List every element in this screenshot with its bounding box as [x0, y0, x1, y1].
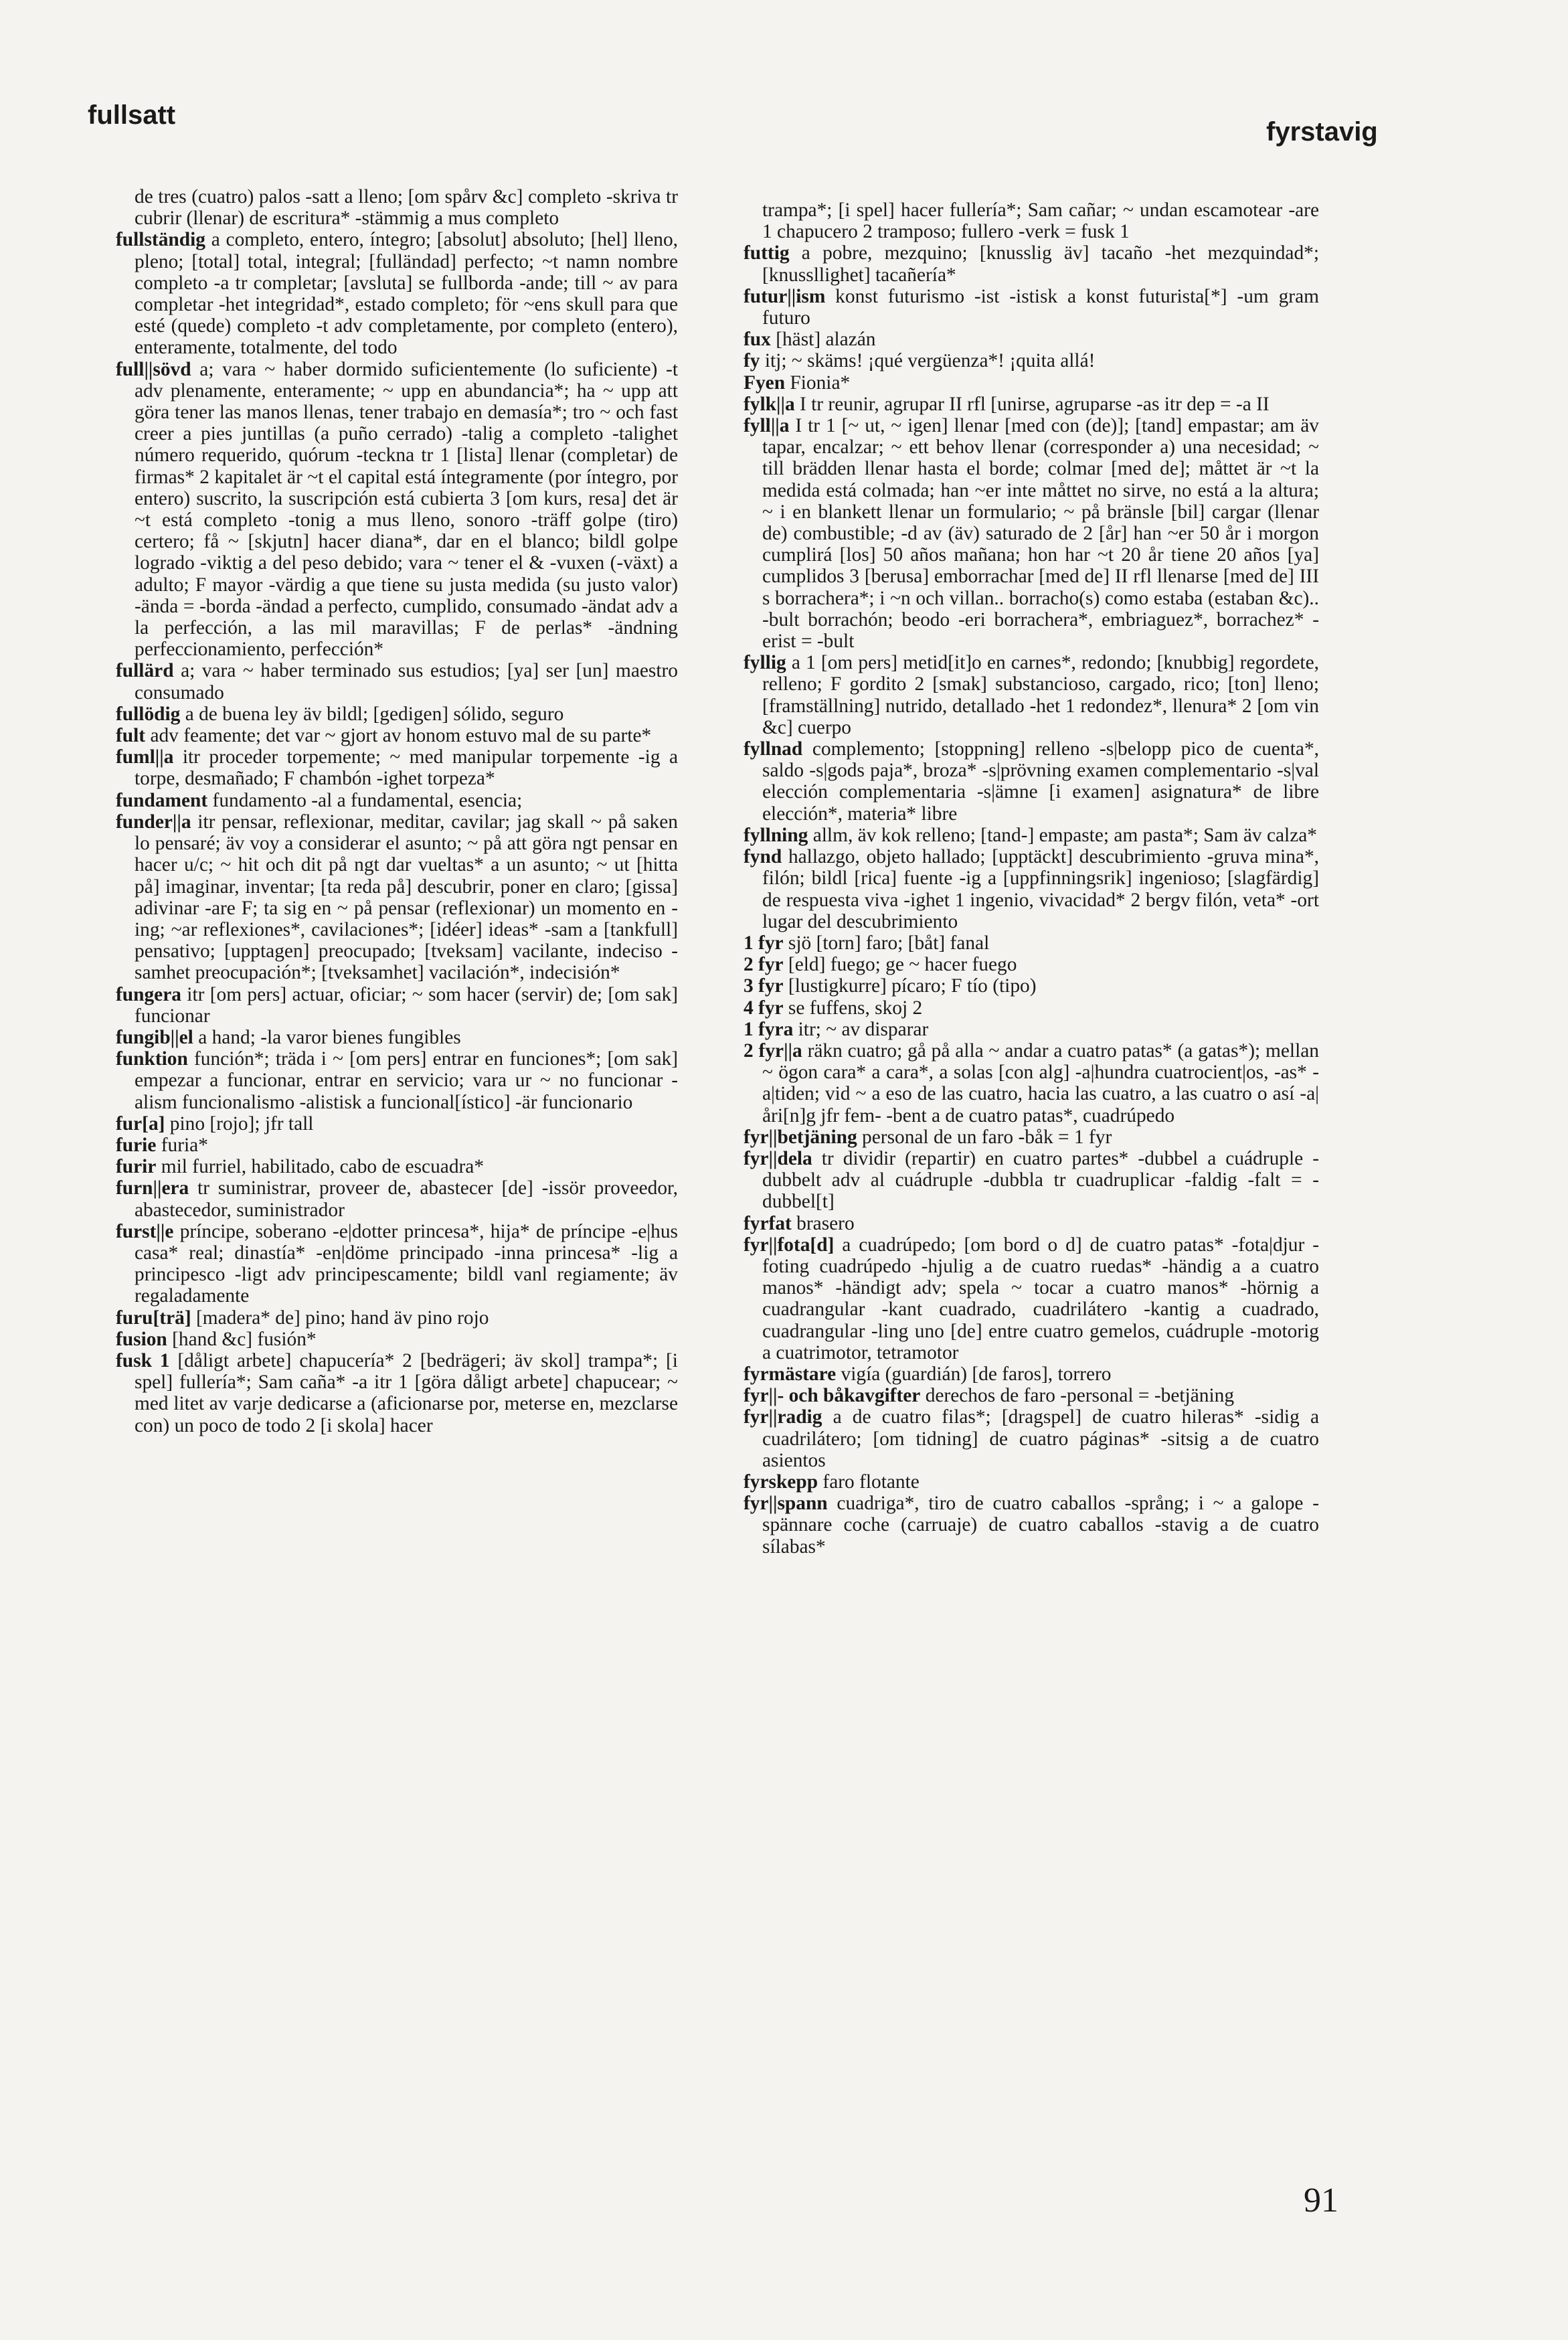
entry-definition: función*; träda i ~ [om pers] entrar en funciones*; [om sak] empezar a funcionar, entrar en servicio; vara ur ~ no funcionar -alism funcionalismo -alistisk a funcional[ístico] -är funcionario [135, 1048, 678, 1113]
dictionary-entry [744, 1471, 1319, 1493]
entry-definition: a de cuatro filas*; [dragspel] de cuatro hileras* -sidig a cuadrilátero; [om tidning] de cuatro páginas* -sitsig a de cuatro asientos [762, 1406, 1319, 1471]
dictionary-entry [116, 1177, 678, 1220]
entry-headword: Fyen [744, 371, 786, 394]
entry-definition: furia* [156, 1134, 208, 1156]
dictionary-entry [744, 1148, 1319, 1213]
entry-headword: fylk||a [744, 393, 795, 415]
dictionary-entry [744, 1363, 1319, 1385]
dictionary-entry [744, 997, 1319, 1019]
entry-headword: fult [116, 725, 146, 747]
dictionary-entry [116, 703, 678, 725]
dictionary-entry [116, 1350, 678, 1436]
dictionary-entry [744, 738, 1319, 825]
entry-definition: I tr 1 [~ ut, ~ igen] llenar [med con (de)]; [tand] empastar; am äv tapar, encalzar; ~ ett behov llenar (corresponder a) una necesidad; ~ till brädden llenar hasta el borde; colmar [med de]; måttet är ~t la medida está colmada; han ~er inte måttet no sirve, no está a la altura; ~ i en blankett llenar un formulario; ~ på bränsle [bil] cargar (llenar de) combustible; -d av (äv) saturado de 2 [år] han ~er 50 år i morgon cumplirá [los] 50 años mañana; hon har ~t 20 år tiene 20 años [ya] cumplidos 3 [berusa] emborrachar [med de] II rfl llenarse [med de] III s borrachera*; i ~n och villan.. borracho(s) como estaba (estaban &c).. -bult borrachón; beodo -eri borrachera*, embriaguez*, borrachez* -erist = -bult [762, 415, 1319, 653]
entry-definition: tr suministrar, proveer de, abastecer [de] -issör proveedor, abastecedor, suministrador [135, 1177, 678, 1221]
entry-definition: [dåligt arbete] chapucería* 2 [bedrägeri; äv skol] trampa*; [i spel] fullería*; Sam caña* -a itr 1 [göra dåligt arbete] chapucear; ~ med litet av varje dedicarse a (aficionarse por, meterse en, mezclarse con) un poco de todo 2 [i skola] hacer [135, 1349, 678, 1436]
dictionary-entry [744, 329, 1319, 350]
entry-definition: adv feamente; det var ~ gjort av honom estuvo mal de su parte* [145, 725, 652, 747]
dictionary-entry [744, 350, 1319, 371]
entry-headword: fuml||a [116, 746, 174, 768]
entry-definition: a 1 [om pers] metid[it]o en carnes*, redondo; [knubbig] regordete, relleno; F gordito 2 [smak] substancioso, cargado, rico; [ton] lleno; [framställning] nutrido, detallado -het 1 redondez*, llenura* 2 [om vin &c] cuerpo [762, 652, 1319, 738]
entry-definition: personal de un faro -båk = 1 fyr [857, 1126, 1112, 1148]
dictionary-entry [744, 846, 1319, 932]
dictionary-entry [744, 954, 1319, 975]
entry-headword: futur||ism [744, 285, 826, 307]
entry-definition: [hand &c] fusión* [167, 1328, 317, 1350]
entry-definition: trampa*; [i spel] hacer fullería*; Sam cañar; ~ undan escamotear -are 1 chapucero 2 tramposo; fullero -verk = fusk 1 [762, 199, 1319, 243]
entry-headword: fyll||a [744, 415, 790, 437]
entry-headword: fur[a] [116, 1112, 165, 1135]
entry-headword: furir [116, 1156, 157, 1178]
entry-definition: fundamento -al a fundamental, esencia; [207, 789, 523, 811]
entry-definition: brasero [791, 1212, 855, 1234]
dictionary-entry [116, 725, 678, 746]
entry-definition: pino [rojo]; jfr tall [165, 1112, 314, 1135]
entry-headword: fundament [116, 789, 208, 811]
entry-headword: furst||e [116, 1220, 174, 1242]
dictionary-entry [744, 1406, 1319, 1471]
dictionary-entry [744, 415, 1319, 652]
entry-headword: furie [116, 1134, 157, 1156]
entry-definition: a; vara ~ haber terminado sus estudios; [ya] ser [un] maestro consumado [135, 660, 678, 703]
entry-headword: fyrmästare [744, 1363, 837, 1385]
entry-definition: Fionia* [785, 371, 851, 394]
dictionary-entry [116, 1135, 678, 1156]
entry-headword: fynd [744, 846, 782, 868]
dictionary-entry [116, 811, 678, 984]
entry-headword: 1 fyr [744, 932, 784, 954]
entry-definition: sjö [torn] faro; [båt] fanal [783, 932, 990, 954]
entry-definition: allm, äv kok relleno; [tand-] empaste; am pasta*; Sam äv calza* [808, 824, 1317, 846]
entry-definition: mil furriel, habilitado, cabo de escuadra* [156, 1156, 485, 1178]
running-head-left: fullsatt [88, 100, 176, 130]
dictionary-entry [744, 372, 1319, 394]
entry-definition: konst futurismo -ist -istisk a konst futurista[*] -um gram futuro [762, 285, 1319, 329]
dictionary-entry [116, 1221, 678, 1307]
dictionary-entry [116, 1307, 678, 1329]
entry-headword: funktion [116, 1048, 188, 1070]
dictionary-entry [116, 1113, 678, 1135]
entry-headword: 2 fyr||a [744, 1039, 802, 1062]
dictionary-entry [744, 1493, 1319, 1558]
left-column [116, 186, 678, 1436]
entry-headword: fy [744, 350, 760, 372]
entry-definition: [lustigkurre] pícaro; F tío (tipo) [783, 975, 1037, 997]
entry-definition: derechos de faro -personal = -betjäning [920, 1385, 1235, 1407]
entry-headword: furn||era [116, 1177, 189, 1199]
entry-definition: vigía (guardián) [de faros], torrero [836, 1363, 1112, 1385]
dictionary-entry [744, 825, 1319, 846]
entry-headword: fusion [116, 1328, 167, 1350]
entry-headword: 3 fyr [744, 975, 784, 997]
entry-definition: [häst] alazán [770, 329, 876, 351]
entry-definition: a completo, entero, íntegro; [absolut] absoluto; [hel] lleno, pleno; [total] total, integral; [fulländad] perfecto; ~t namn nombre completo -a tr completar; [avsluta] se fullborda -ande; till ~ av para completar -het integridad*, estado completo; för ~ens skull para que esté (quede) completo -t adv completamente, por completo (entero), enteramente, totalmente, del todo [135, 229, 678, 359]
entry-definition: [eld] fuego; ge ~ hacer fuego [783, 954, 1017, 976]
right-column [744, 199, 1319, 1558]
page-number: 91 [1304, 2181, 1338, 2220]
entry-headword: fyr||radig [744, 1406, 822, 1428]
entry-headword: fyr||spann [744, 1493, 828, 1515]
dictionary-entry [116, 984, 678, 1027]
entry-definition: a de buena ley äv bildl; [gedigen] sólido, seguro [180, 703, 564, 725]
entry-definition: [madera* de] pino; hand äv pino rojo [191, 1307, 489, 1329]
dictionary-entry [744, 242, 1319, 285]
entry-headword: fyr||fota[d] [744, 1234, 835, 1256]
entry-definition: itr proceder torpemente; ~ med manipular torpemente -ig a torpe, desmañado; F chambón -ighet torpeza* [135, 746, 678, 790]
entry-headword: futtig [744, 242, 790, 264]
dictionary-entry [116, 1156, 678, 1177]
dictionary-entry [744, 1019, 1319, 1040]
dictionary-entry [744, 1385, 1319, 1406]
entry-headword: funder||a [116, 811, 191, 833]
entry-headword: 4 fyr [744, 997, 784, 1019]
entry-headword: fyr||dela [744, 1147, 812, 1169]
entry-headword: 1 fyra [744, 1018, 794, 1040]
entry-headword: fyrskepp [744, 1471, 818, 1493]
entry-definition: de tres (cuatro) palos -satt a lleno; [om spårv &c] completo -skriva tr cubrir (llenar) de escritura* -stämmig a mus completo [135, 186, 678, 230]
entry-headword: fullödig [116, 703, 181, 725]
entry-headword: fyllig [744, 652, 786, 674]
dictionary-entry [744, 394, 1319, 415]
dictionary-entry [744, 286, 1319, 329]
dictionary-entry [116, 1329, 678, 1350]
dictionary-entry [744, 1213, 1319, 1234]
entry-definition: príncipe, soberano -e|dotter princesa*, hija* de príncipe -e|hus casa* real; dinastía* -en|döme principado -inna princesa* -lig a principesco -ligt adv principescamente; bildl vanl regiamente; äv regaladamente [135, 1220, 678, 1307]
entry-definition: hallazgo, objeto hallado; [upptäckt] descubrimiento -gruva mina*, filón; bildl [rica] fuente -ig a [uppfinningsrik] ingenioso; [slagfärdig] de respuesta viva -ighet 1 ingenio, vivacidad* 2 bergv filón, veta* -ort lugar del descubrimiento [762, 846, 1319, 932]
entry-headword: fyr||- och båkavgifter [744, 1385, 921, 1407]
dictionary-entry [116, 229, 678, 358]
entry-headword: fyr||betjäning [744, 1126, 857, 1148]
entry-definition: se fuffens, skoj 2 [783, 997, 923, 1019]
dictionary-entry [744, 1040, 1319, 1126]
entry-definition: I tr reunir, agrupar II rfl [unirse, agruparse -as itr dep = -a II [794, 393, 1270, 415]
entry-definition: faro flotante [818, 1471, 920, 1493]
entry-definition: itr; ~ av disparar [793, 1018, 929, 1040]
dictionary-entry [116, 186, 678, 229]
entry-headword: fungib||el [116, 1026, 193, 1048]
entry-definition: räkn cuatro; gå på alla ~ andar a cuatro patas* (a gatas*); mellan ~ ögon cara* a cara*, a solas [con alg] -a|hundra cuatrocient|os, -as* -a|tiden; vid ~ a eso de las cuatro, hacia las cuatro, a las cuatro o así -a|åri[n]g jfr fem- -bent a de cuatro patas*, cuadrúpedo [762, 1039, 1319, 1126]
entry-definition: itr pensar, reflexionar, meditar, cavilar; jag skall ~ på saken lo pensaré; äv voy a considerar el asunto; ~ på att göra ngt pensar en hacer u/c; ~ hit och dit på ngt dar vueltas* a un asunto; ~ ut [hitta på] imaginar, inventar; [ta reda på] descubrir, poner en claro; [gissa] adivinar -are F; ta sig en ~ på pensar (reflexionar) un momento en -ing; ~ar reflexiones*, cavilaciones*; [idéer] ideas* -sam a [tankfull] pensativo; [upptagen] preocupado; [tveksam] vacilante, indeciso -samhet preocupación*; [tveksamhet] vacilación*, indecisión* [135, 811, 678, 984]
running-head-right: fyrstavig [1266, 117, 1378, 147]
entry-headword: fusk 1 [116, 1349, 170, 1371]
dictionary-entry [116, 1027, 678, 1048]
dictionary-entry [744, 1234, 1319, 1363]
entry-headword: full||sövd [116, 358, 191, 380]
entry-definition: cuadriga*, tiro de cuatro caballos -språng; i ~ a galope -spännare coche (carruaje) de cuatro caballos -stavig a de cuatro sílabas* [762, 1493, 1319, 1558]
entry-definition: a; vara ~ haber dormido suficientemente (lo suficiente) -t adv plenamente, enteramente; ~ upp en abundancia*; ha ~ upp att göra tener las manos llenas, tener trabajo en demasía*; tro ~ och fast creer a pies juntillas (a puño cerrado) -talig a completo -talighet número requerido, quórum -teckna tr 1 [lista] llenar (completar) de firmas* 2 kapitalet är ~t el capital está íntegramente (por íntegro, por entero) suscrito, la suscripción está cubierta 3 [om kurs, resa] det är ~t está completo -tonig a mus lleno, sonoro -träff golpe (tiro) certero; få ~ [skjutn] hacer diana*, dar en el blanco; bildl golpe logrado -viktig a del peso debido; vara ~ tener el & -vuxen (-växt) a adulto; F mayor -värdig a que tiene su justa medida (su justo valor) -ända = -borda -ändad a perfecto, cumplido, consumado -ändat adv a la perfección, a las mil maravillas; F de perlas* -ändning perfeccionamiento, perfección* [135, 358, 678, 661]
dictionary-entry [744, 932, 1319, 954]
entry-headword: fullständig [116, 229, 205, 251]
entry-headword: fyllnad [744, 738, 803, 760]
dictionary-entry [116, 746, 678, 789]
entry-definition: tr dividir (repartir) en cuatro partes* -dubbel a cuádruple -dubbelt adv al cuádruple -dubbla tr cuadruplicar -faldig -falt = -dubbel[t] [762, 1147, 1319, 1213]
dictionary-entry [116, 660, 678, 703]
entry-definition: itr [om pers] actuar, oficiar; ~ som hacer (servir) de; [om sak] funcionar [135, 983, 678, 1027]
dictionary-entry [744, 652, 1319, 738]
entry-definition: itj; ~ skäms! ¡qué vergüenza*! ¡quita allá! [760, 350, 1096, 372]
dictionary-entry [116, 359, 678, 661]
entry-definition: a cuadrúpedo; [om bord o d] de cuatro patas* -fota|djur -foting cuadrúpedo -hjulig a de cuatro ruedas* -händig a a cuatro manos* -händigt adv; spela ~ tocar a cuatro manos* -hörnig a cuadrangular -kant cuadrado, cuadrilátero -kantig a cuadrado, cuadrangular -ling uno [de] entre cuatro gemelos, cuádruple -motorig a cuatrimotor, tetramotor [762, 1234, 1319, 1363]
dictionary-entry [744, 1126, 1319, 1148]
entry-headword: fullärd [116, 660, 174, 682]
entry-headword: fungera [116, 983, 181, 1005]
entry-definition: a hand; -la varor bienes fungibles [193, 1026, 461, 1048]
entry-headword: 2 fyr [744, 954, 784, 976]
dictionary-entry [744, 975, 1319, 997]
entry-headword: fyrfat [744, 1212, 792, 1234]
entry-definition: complemento; [stoppning] relleno -s|belopp pico de cuenta*, saldo -s|gods paja*, broza* -s|prövning examen complementario -s|val elección complementaria -s|ämne [i examen] asignatura* de libre elección*, materia* libre [762, 738, 1319, 825]
dictionary-entry [116, 790, 678, 811]
dictionary-entry [744, 199, 1319, 242]
entry-headword: furu[trä] [116, 1307, 191, 1329]
dictionary-entry [116, 1048, 678, 1113]
entry-headword: fyllning [744, 824, 808, 846]
entry-definition: a pobre, mezquino; [knusslig äv] tacaño -het mezquindad*; [knussllighet] tacañería* [762, 242, 1319, 286]
entry-headword: fux [744, 329, 771, 351]
